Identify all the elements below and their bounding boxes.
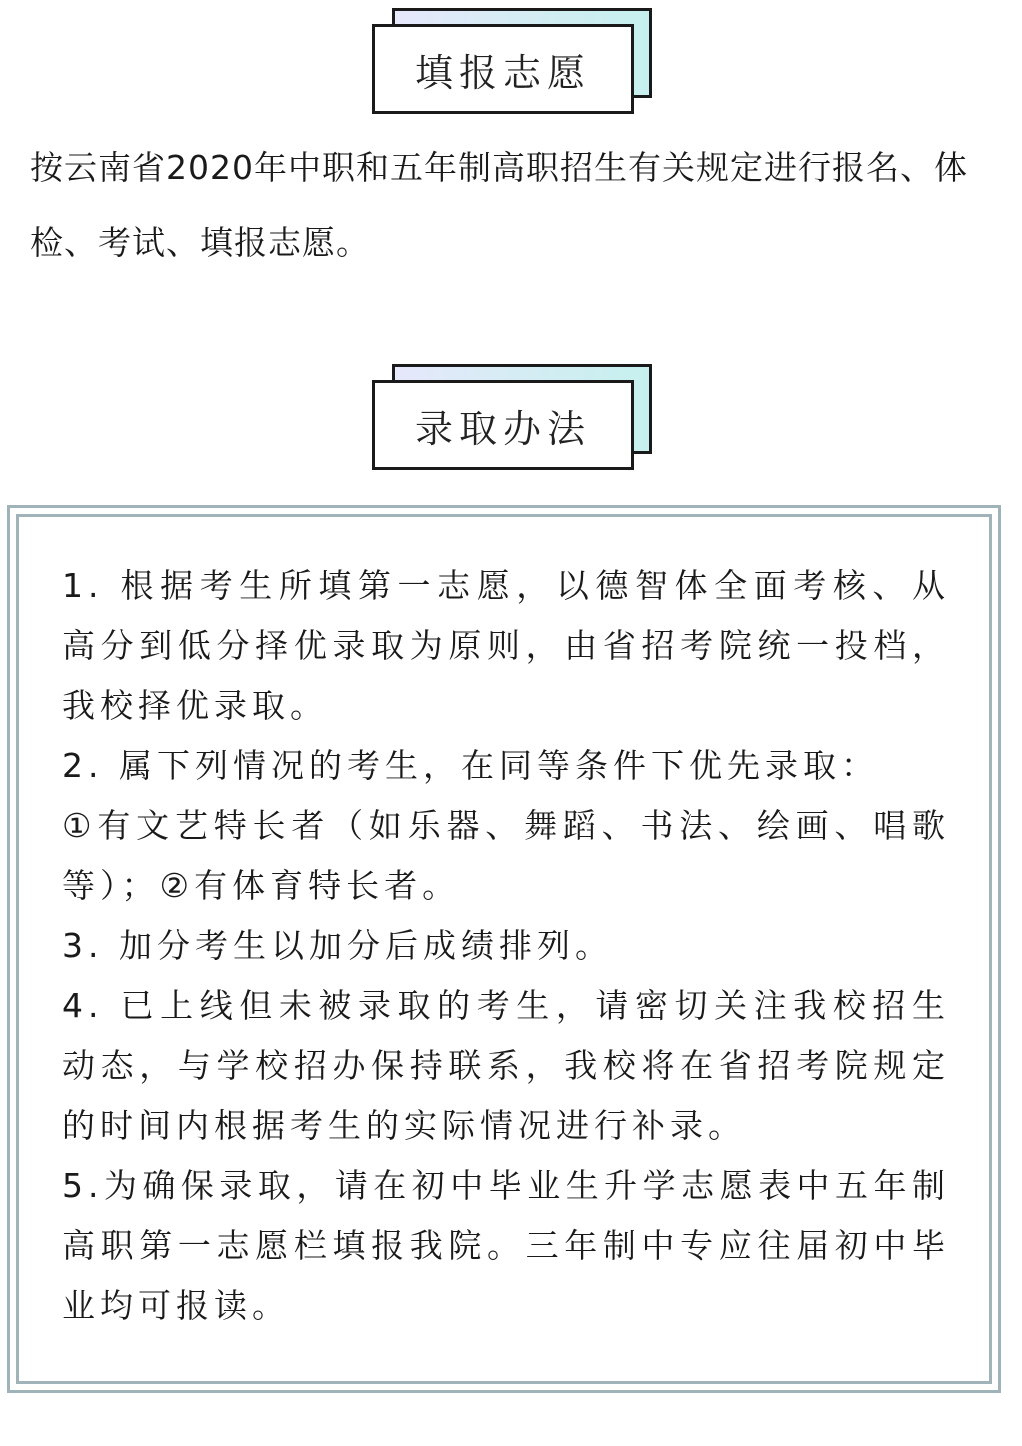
section-heading-admission-method xyxy=(372,380,634,470)
admission-rules-list xyxy=(62,556,950,1336)
rule-item: 4. 已上线但未被录取的考生，请密切关注我校招生动态，与学校招办保持联系，我校将在省招考院规定的时间内根据考生的实际情况进行补录。 xyxy=(62,986,950,1145)
rule-item: 1. 根据考生所填第一志愿，以德智体全面考核、从高分到低分择优录取为原则，由省招考院统一投档，我校择优录取。 xyxy=(62,566,950,725)
fill-application-text: 按云南省2020年中职和五年制高职招生有关规定进行报名、体检、考试、填报志愿。 xyxy=(30,148,968,262)
heading-title: 填报志愿 xyxy=(372,24,634,114)
rule-item: 3. 加分考生以加分后成绩排列。 xyxy=(62,926,613,965)
section-heading-fill-application xyxy=(372,24,634,114)
rule-item: ①有文艺特长者（如乐器、舞蹈、书法、绘画、唱歌等）；②有体育特长者。 xyxy=(62,806,950,905)
heading-title: 录取办法 xyxy=(372,380,634,470)
rule-item: 2. 属下列情况的考生，在同等条件下优先录取： xyxy=(62,746,879,785)
admission-rules-panel xyxy=(7,505,1001,1393)
rule-item: 5.为确保录取，请在初中毕业生升学志愿表中五年制高职第一志愿栏填报我院。三年制中专应往届初中毕业均可报读。 xyxy=(62,1166,950,1325)
